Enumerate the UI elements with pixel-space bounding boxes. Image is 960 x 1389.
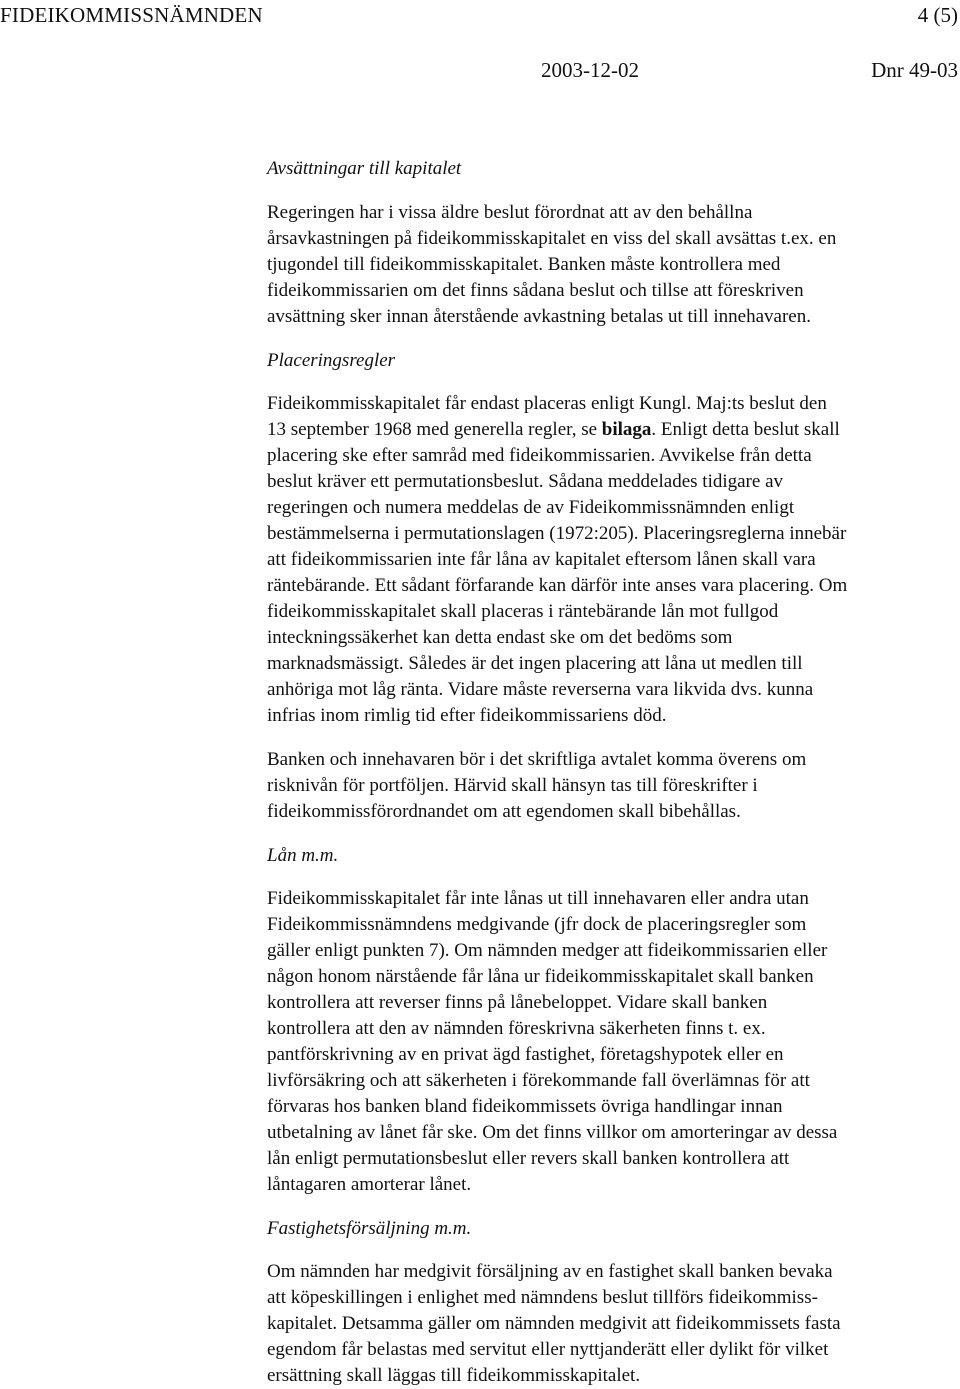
text-line: låntagaren amorterar lånet. — [267, 1174, 472, 1195]
text-line: ersättning skall läggas till fideikommisskapitalet. — [267, 1365, 641, 1386]
section-heading-fastighetsforsaljning: Fastighetsförsäljning m.m. — [267, 1218, 472, 1239]
text-line: någon honom närstående får låna ur fideikommisskapitalet skall banken — [267, 966, 814, 987]
text-line: livförsäkring och att säkerheten i förekommande fall överlämnas för att — [267, 1070, 810, 1091]
text-line: kapitalet. Detsamma gäller om nämnden medgivit att fideikommissets fasta — [267, 1313, 841, 1334]
text-line: bestämmelserna i permutationslagen (1972:205). Placeringsreglerna innebär — [267, 523, 847, 544]
section-heading-lan: Lån m.m. — [267, 845, 339, 866]
paragraph-placeringsregler — [267, 391, 957, 729]
reference-number: Dnr 49-03 — [871, 58, 958, 82]
text-line: egendom får belastas med servitut eller nyttjanderätt eller dylikt för vilket — [267, 1339, 829, 1360]
text-line: kontrollera att den av nämnden föreskrivna säkerheten finns t. ex. — [267, 1018, 766, 1039]
text-line: kontrollera att reverser finns på lånebeloppet. Vidare skall banken — [267, 992, 768, 1013]
paragraph-risknivå — [267, 747, 957, 825]
text-line: anhöriga mot låg ränta. Vidare måste reverserna vara likvida dvs. kunna — [267, 679, 814, 700]
text-line: avsättning sker innan återstående avkastning betalas ut till innehavaren. — [267, 306, 811, 327]
text-line: att fideikommissarien inte får låna av kapitalet eftersom lånen skall vara — [267, 549, 816, 570]
section-heading-placeringsregler: Placeringsregler — [267, 350, 396, 371]
text-line: årsavkastningen på fideikommisskapitalet en viss del skall avsättas t.ex. en — [267, 228, 837, 249]
page-number: 4 (5) — [917, 3, 958, 27]
text-line: Fideikommissnämndens medgivande (jfr dock de placeringsregler som — [267, 914, 807, 935]
text-line: inteckningssäkerhet kan detta endast ske om det bedöms som — [267, 627, 733, 648]
text-segment: 13 september 1968 med generella regler, se — [267, 419, 602, 440]
paragraph-avsattningar — [267, 200, 957, 330]
text-line: räntebärande. Ett sådant förfarande kan därför inte anses vara placering. Om — [267, 575, 848, 596]
text-segment: . Enligt detta beslut skall — [651, 419, 840, 440]
text-line: Fideikommisskapitalet får endast placeras enligt Kungl. Maj:ts beslut den — [267, 393, 827, 414]
organization-name: FIDEIKOMMISSNÄMNDEN — [0, 3, 263, 27]
text-line: gäller enligt punkten 7). Om nämnden medger att fideikommissarien eller — [267, 940, 828, 961]
text-line: utbetalning av lånet får ske. Om det finns villkor om amorteringar av dessa — [267, 1122, 838, 1143]
text-line: fideikommissförordnandet om att egendomen skall bibehållas. — [267, 801, 741, 822]
text-line: beslut kräver ett permutationsbeslut. Sådana meddelades tidigare av — [267, 471, 783, 492]
text-line: förvaras hos banken bland fideikommissets övriga handlingar innan — [267, 1096, 783, 1117]
text-line: Fideikommisskapitalet får inte lånas ut till innehavaren eller andra utan — [267, 888, 809, 909]
text-line: Banken och innehavaren bör i det skriftliga avtalet komma överens om — [267, 749, 807, 770]
text-line: fideikommisskapitalet skall placeras i räntebärande lån mot fullgod — [267, 601, 779, 622]
text-line: Regeringen har i vissa äldre beslut förordnat att av den behållna — [267, 202, 753, 223]
text-line: marknadsmässigt. Således är det ingen placering att låna ut medlen till — [267, 653, 803, 674]
text-line: Om nämnden har medgivit försäljning av en fastighet skall banken bevaka — [267, 1261, 833, 1282]
text-line: risknivån för portföljen. Härvid skall hänsyn tas till föreskrifter i — [267, 775, 758, 796]
paragraph-lan — [267, 886, 957, 1198]
text-line: infrias inom rimlig tid efter fideikommissariens död. — [267, 705, 667, 726]
paragraph-fastighetsforsaljning — [267, 1259, 957, 1389]
text-line: regeringen och numera meddelas de av Fideikommissnämnden enligt — [267, 497, 795, 518]
text-line: lån enligt permutationsbeslut eller revers skall banken kontrollera att — [267, 1148, 790, 1169]
text-line: tjugondel till fideikommisskapitalet. Banken måste kontrollera med — [267, 254, 781, 275]
bilaga-reference: bilaga — [601, 419, 652, 440]
text-line: placering ske efter samråd med fideikommissarien. Avvikelse från detta — [267, 445, 812, 466]
document-body — [267, 156, 957, 1389]
text-line: pantförskrivning av en privat ägd fastighet, företagshypotek eller en — [267, 1044, 784, 1065]
text-line: att köpeskillingen i enlighet med nämndens beslut tillförs fideikommiss- — [267, 1287, 818, 1308]
document-date: 2003-12-02 — [541, 58, 639, 82]
text-line: fideikommissarien om det finns sådana beslut och tillse att föreskriven — [267, 280, 804, 301]
text-line-with-bold — [267, 417, 957, 443]
section-heading-avsattningar: Avsättningar till kapitalet — [267, 158, 462, 179]
